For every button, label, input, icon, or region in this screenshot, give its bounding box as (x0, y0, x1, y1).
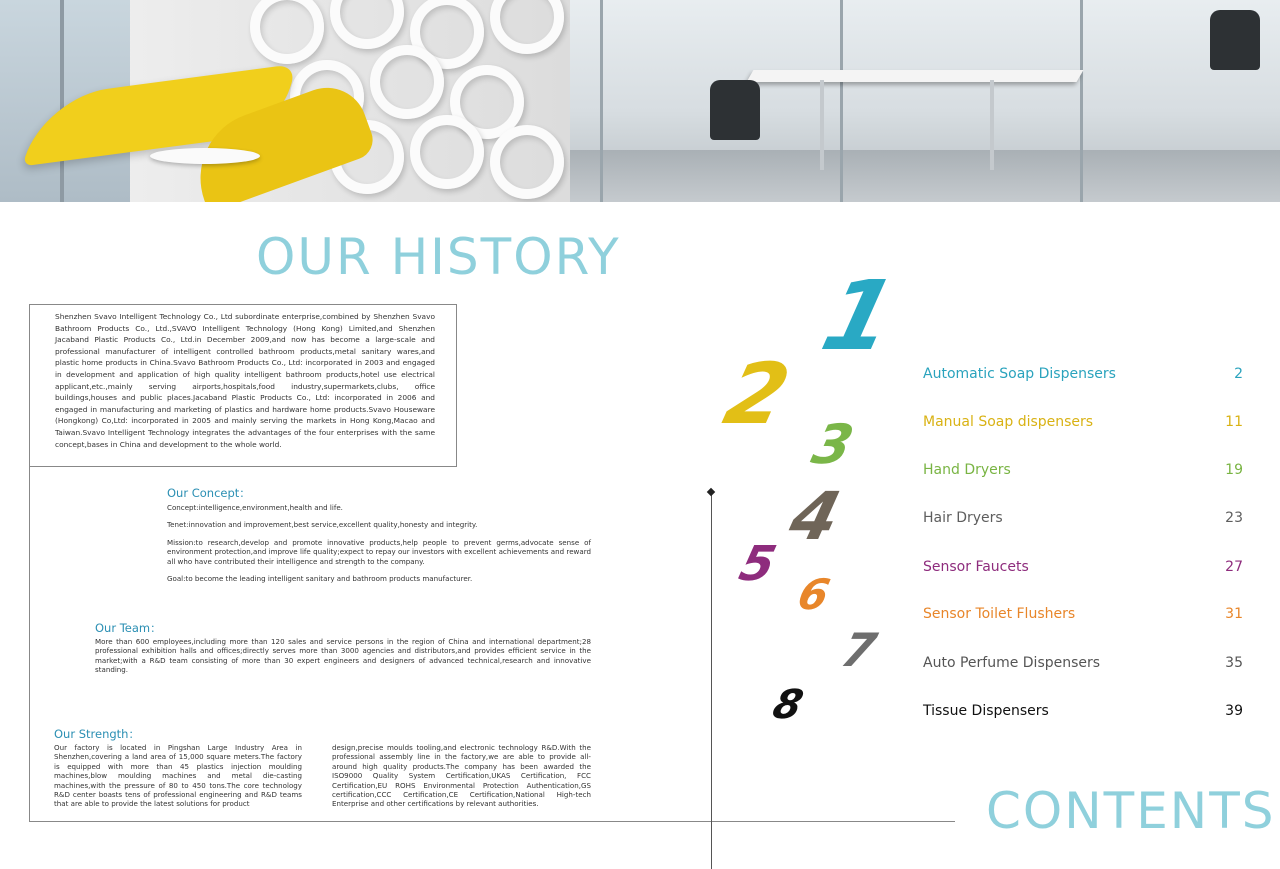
toc-item-auto-perfume-dispensers[interactable] (923, 655, 1243, 675)
mission-line: Mission:to research,develop and promote innovative products,help people to prevent germs,advocate sense of environment protection,and improve life quality;expect to repay our investors with excellent achievements and reward all who have contributed their intelligence and strength to the company. (167, 537, 591, 566)
team-heading: Our Team： (95, 621, 162, 635)
toc-label: Hand Dryers (923, 462, 1011, 478)
goal-line: Goal:to become the leading intelligent sanitary and bathroom products manufacturer. (167, 574, 473, 584)
strength-column-1: Our factory is located in Pingshan Large Industry Area in Shenzhen,covering a land area of 15,000 square meters.The factory is equipped with more than 45 plastics injection moulding machines,blow moulding machines and metal die-casting machines,with the pressure of 80 to 450 tons.The core technology R&D center boasts tens of professional engineering and R&D teams that are able to provide the latest solutions for product (54, 743, 302, 809)
toc-item-hand-dryers[interactable] (923, 462, 1243, 482)
number-3: 3 (806, 413, 860, 476)
hero-photo (0, 0, 1280, 202)
toc-label: Auto Perfume Dispensers (923, 655, 1101, 671)
toc-page-number: 19 (1225, 462, 1243, 478)
toc-label: Automatic Soap Dispensers (923, 366, 1116, 382)
office-desk (747, 70, 1084, 82)
number-7: 7 (836, 623, 882, 677)
toc-label: Sensor Toilet Flushers (923, 606, 1076, 622)
toc-page-number: 11 (1225, 414, 1243, 430)
toc-label: Sensor Faucets (923, 559, 1029, 575)
toc-item-manual-soap-dispensers[interactable] (923, 414, 1243, 434)
frame-left-rule (29, 304, 30, 822)
office-scene (570, 0, 1280, 202)
toc-page-number: 2 (1234, 366, 1243, 382)
concept-body (167, 503, 591, 591)
toc-item-sensor-faucets[interactable] (923, 559, 1243, 579)
toc-item-hair-dryers[interactable] (923, 510, 1243, 530)
intro-paragraph: Shenzhen Svavo Intelligent Technology Co., Ltd subordinate enterprise,combined by Shenzhen Svavo Bathroom Products Co., Ltd.,SVAVO Intelligent Technology (Hong Kong) Limited,and Shenzhen Jacaband Plastic Products Co., Ltd.in December 2009,and now has become a large-scale and professional manufacturer of intelligent controlled bathroom products,metal sanitary wares,and plastic home products in China.Svavo Bathroom Products Co., Ltd: incorporated in 2003 and engaged in development and application of high quality intelligent bathroom products,hotel use electrical applicant,etc.,mainly serving airports,hospitals,food industry,supermarkets,clubs, office buildings,houses and public places.Jacaband Plastic Products Co., Ltd: incorporated in 2006 and engaged in manufacturing and marketing of plastics and hardware home products.Svavo Houseware (Hongkong) Co,Ltd: incorporated in 2005 and mainly serving the markets in Hong Kong,Macao and Taiwan.Svavo Intelligent Technology integrates the advantages of the four enterprises with the same concept,bases in China and development to the whole world. (55, 312, 435, 449)
toc-item-sensor-toilet-flushers[interactable] (923, 606, 1243, 626)
toc-label: Manual Soap dispensers (923, 414, 1094, 430)
concept-line: Concept:intelligence,environment,health and life. (167, 503, 343, 512)
number-1: 1 (812, 260, 907, 372)
toc-item-automatic-soap-dispensers[interactable] (923, 366, 1243, 386)
team-paragraph: More than 600 employees,including more than 120 sales and service persons in the region of China and international department;28 professional exhibition halls and offices;directly serves more than 3000 agencies and distributors,and provides efficient service in the market;with a R&D team consisting of more than 30 expert engineers and designers of advanced technical,research and innovative standing. (95, 637, 591, 675)
number-4: 4 (782, 478, 848, 555)
toc-page-number: 39 (1225, 703, 1243, 719)
toc-page-number: 35 (1225, 655, 1243, 671)
center-axis-line (711, 492, 712, 869)
strength-column-2: design,precise moulds tooling,and electronic technology R&D.With the professional assembly line in the factory,we are able to provide all-around high quality products.The company has been awarded the ISO9000 Quality System Certification,UKAS Certification, FCC Certification,EU ROHS Environmental Protection Authentication,GS certification,CCC Certification,CE Certification,National High-tech Enterprise and other certifications by relevant authorities. (332, 743, 591, 809)
wall-ring (410, 115, 484, 189)
toc-page-number: 31 (1225, 606, 1243, 622)
concept-heading: Our Concept： (167, 486, 251, 500)
office-chair (1210, 10, 1260, 70)
contents-heading: CONTENTS (986, 782, 1276, 840)
office-chair (710, 80, 760, 140)
side-table (150, 148, 260, 164)
toc-label: Hair Dryers (923, 510, 1003, 526)
toc-page-number: 27 (1225, 559, 1243, 575)
wall-ring (490, 125, 564, 199)
strength-heading: Our Strength： (54, 727, 140, 741)
tenet-line: Tenet:innovation and improvement,best service,excellent quality,honesty and integrity. (167, 520, 478, 530)
frame-bottom-rule (29, 821, 955, 822)
toc-page-number: 23 (1225, 510, 1243, 526)
axis-marker (707, 488, 715, 496)
wall-ring (370, 45, 444, 119)
number-2: 2 (715, 345, 799, 443)
number-6: 6 (793, 570, 835, 619)
yellow-lounge-chair (40, 80, 300, 190)
toc-label: Tissue Dispensers (923, 703, 1049, 719)
number-5: 5 (734, 536, 782, 592)
number-8: 8 (768, 682, 808, 728)
toc-item-tissue-dispensers[interactable] (923, 703, 1243, 723)
history-heading: OUR HISTORY (256, 228, 621, 286)
